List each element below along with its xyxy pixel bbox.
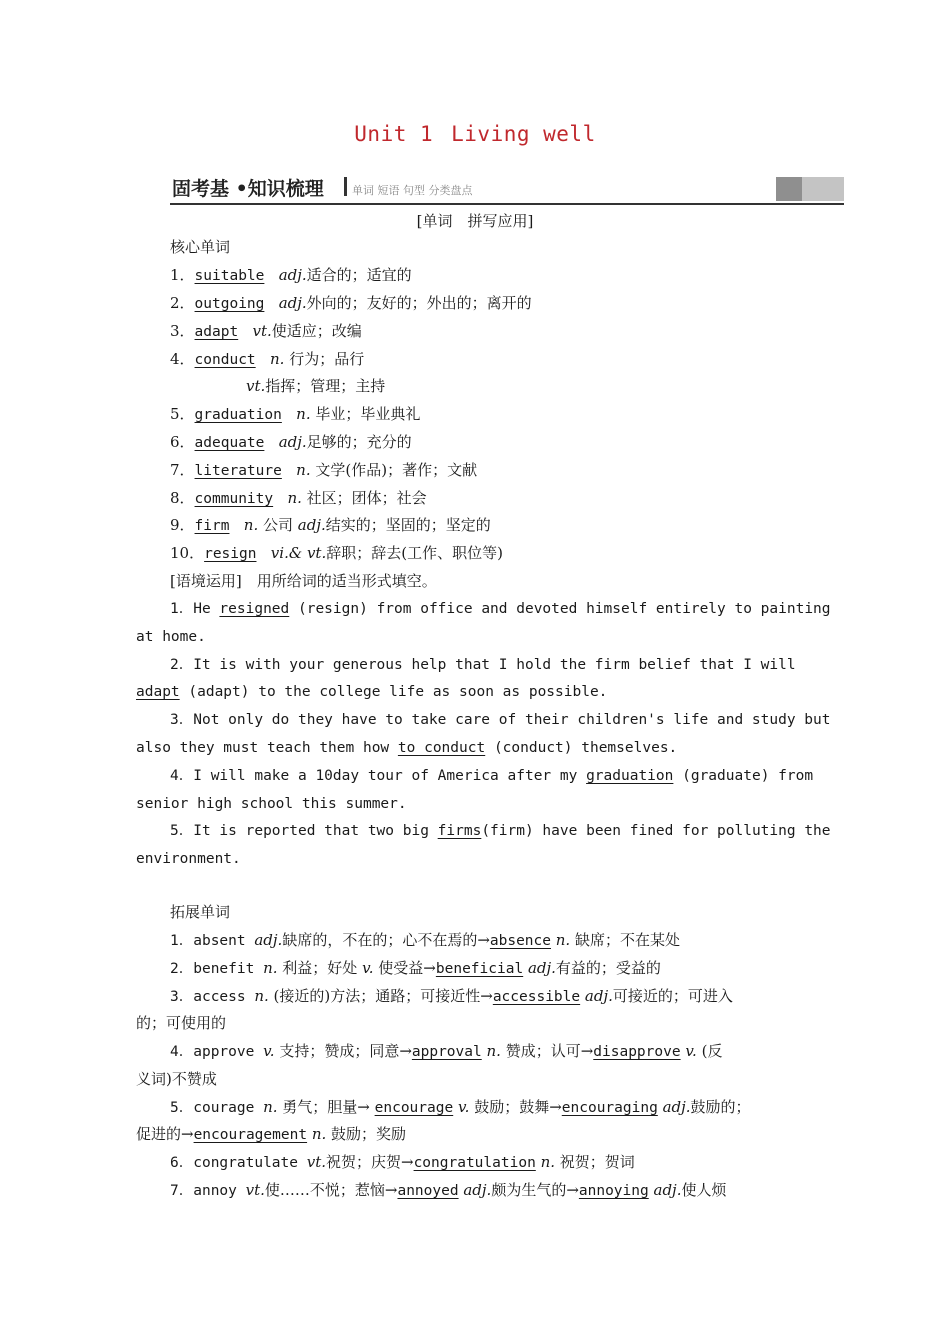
core-word-row: 5．graduation n. 毕业；毕业典礼 [170,405,421,423]
ext-word-row: 4．approve v. 支持；赞成；同意→approval n. 赞成；认可→disapprove v. (反 [170,1042,723,1060]
unit-name: Living well [451,122,596,146]
ext-word-row: 3．access n. (接近的)方法；通路；可接近性→accessible adj.可接近的；可进入 [170,987,733,1005]
exercise-line: 2．It is with your generous help that I hold the firm belief that I will [170,657,796,673]
core-word-row: 2．outgoing adj.外向的；友好的；外出的；离开的 [170,294,532,312]
core-word-row: 7．literature n. 文学(作品)；著作；文献 [170,461,478,479]
ext-word-row: 5．courage n. 勇气；胆量→ encourage v. 鼓励；鼓舞→encouraging adj.鼓励的； [170,1098,751,1116]
banner-divider [344,177,347,196]
exercise-line: senior high school this summer. [136,796,407,812]
answer: graduation [586,768,674,784]
ext-word-row: 6．congratulate vt.祝贺；庆贺→congratulation n. 祝贺；贺词 [170,1153,635,1171]
answer: to conduct [397,740,486,756]
banner-subtitle: 单词 短语 句型 分类盘点 [352,184,473,197]
exercise-line: 4．I will make a 10day tour of America after my graduation (graduate) from [170,768,814,784]
ext-heading: 拓展单词 [170,903,231,921]
core-heading: 核心单词 [170,238,231,256]
ext-word-row: 的；可使用的 [136,1014,227,1032]
core-word-row: 6．adequate adj.足够的；充分的 [170,433,412,451]
banner-title: 固考基 •知识梳理 [172,178,324,200]
core-word-row: 3．adapt vt.使适应；改编 [170,322,362,340]
section-label: [单词 拼写应用] [416,212,534,230]
ext-word-row: 7．annoy vt.使……不悦；惹恼→annoyed adj.颇为生气的→annoying adj.使人烦 [170,1181,727,1199]
exercise-line: 1．He resigned (resign) from office and devoted himself entirely to painting [170,601,831,617]
exercise-line: also they must teach them how to conduct (conduct) themselves. [136,740,678,756]
banner-block-dark [776,177,802,201]
exercise-line: 3．Not only do they have to take care of their children's life and study but [170,712,831,728]
answer: adapt [136,684,180,700]
ext-word-row: 2．benefit n. 利益；好处 v. 使受益→beneficial adj.有益的；受益的 [170,959,661,977]
core-word-row: 8．community n. 社区；团体；社会 [170,489,427,507]
page-title [0,122,950,146]
ext-word-row: 义词)不赞成 [136,1070,217,1088]
banner-block-light [802,177,844,201]
core-word-row: 1．suitable adj.适合的；适宜的 [170,266,412,284]
core-word-row: 10．resign vi.& vt.辞职；辞去(工作、职位等) [170,544,503,562]
ext-word-row: 1．absent adj.缺席的，不在的；心不在焉的→absence n. 缺席；不在某处 [170,931,680,949]
exercise-line: environment. [136,851,241,867]
core-word-row: 9．firm n. 公司 adj.结实的；坚固的；坚定的 [170,516,491,534]
exercise-line: at home. [136,629,206,645]
section-banner [170,174,844,204]
core-word-row: vt.指挥；管理；主持 [246,377,386,395]
exercise-line: 5．It is reported that two big firms(firm) have been fined for polluting the [170,823,831,839]
context-heading: [语境运用] 用所给词的适当形式填空。 [170,572,437,590]
answer: resigned [219,601,290,617]
answer: firms [437,823,482,839]
exercise-line: adapt (adapt) to the college life as soon as possible. [136,684,608,700]
banner-rule [170,203,844,205]
core-word-row: 4．conduct n. 行为；品行 [170,350,365,368]
unit-number: Unit 1 [354,122,434,146]
ext-word-row: 促进的→encouragement n. 鼓励；奖励 [136,1125,407,1143]
